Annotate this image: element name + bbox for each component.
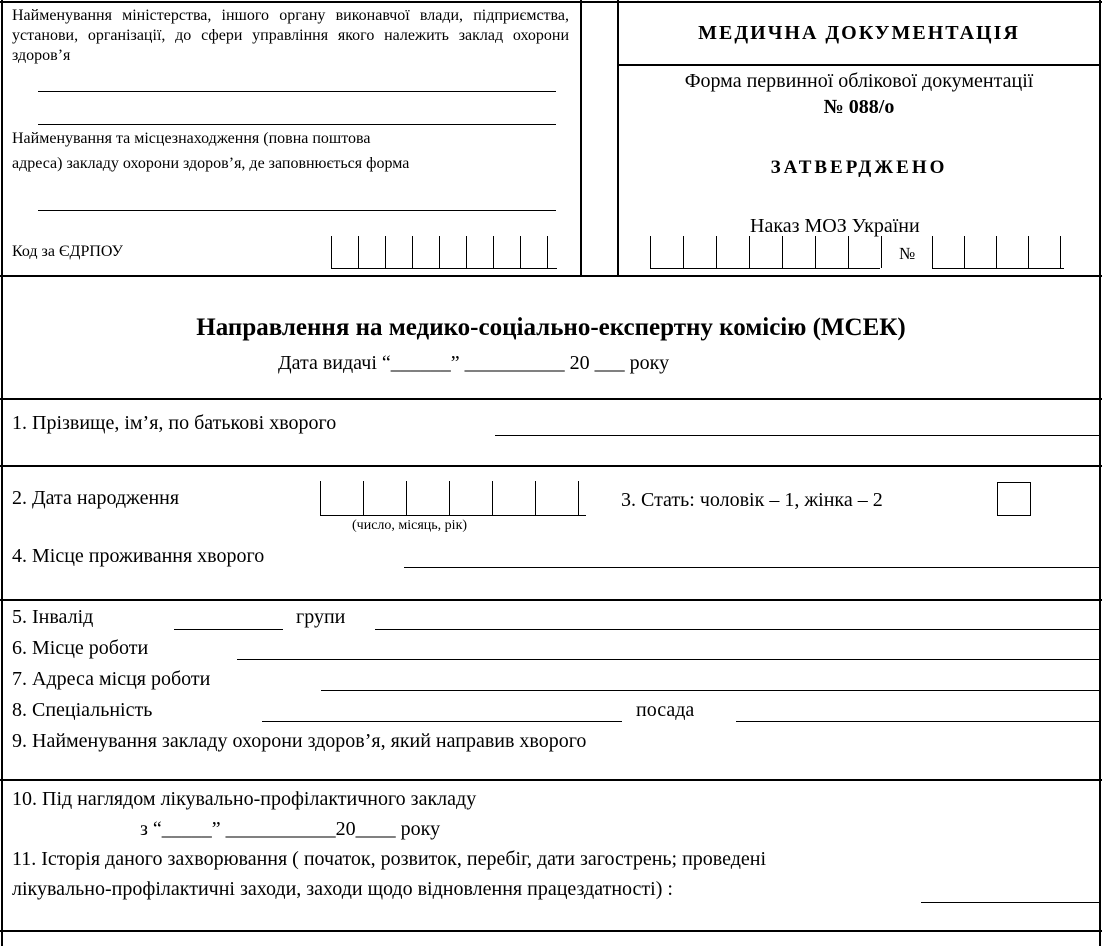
field-full-name-label: 1. Прізвище, ім’я, по батькові хворого	[12, 412, 337, 434]
section4-bottom	[0, 930, 1102, 932]
field-specialty-line[interactable]	[262, 721, 622, 722]
field-disability-group-line[interactable]	[174, 629, 283, 630]
field-disability-group-label: групи	[296, 606, 346, 628]
field-birth-date-label: 2. Дата народження	[12, 487, 180, 509]
ministry-label: Найменування міністерства, іншого органу виконавчої влади, підприємства, установи, організації, до сфери управління якого належить заклад охорони здоров’я	[12, 7, 569, 64]
frame-right	[1099, 0, 1101, 946]
field-disability-extra-line[interactable]	[375, 629, 1099, 630]
birth-date-hint: (число, місяць, рік)	[352, 518, 468, 533]
field-specialty-label: 8. Спеціальність	[12, 699, 153, 721]
field-residence-label: 4. Місце проживання хворого	[12, 545, 265, 567]
section1-bottom	[0, 465, 1102, 467]
field-referring-facility-label: 9. Найменування закладу охорони здоров’я, який направив хворого	[12, 730, 587, 752]
field-position-line[interactable]	[736, 721, 1099, 722]
facility-label-line1: Найменування та місцезнаходження (повна поштова	[12, 130, 371, 147]
header-divider-1	[580, 0, 582, 276]
field-supervision-label: 10. Під наглядом лікувально-профілактичного закладу	[12, 788, 477, 810]
page-title: Направлення на медико-соціально-експертну комісію (МСЕК)	[196, 314, 906, 341]
right-header-sep	[617, 64, 1101, 66]
field-work-address-line[interactable]	[321, 690, 1099, 691]
facility-label-line2: адреса) закладу охорони здоров’я, де заповнюється форма	[12, 155, 410, 172]
field-full-name-line[interactable]	[495, 435, 1099, 436]
approved-label: ЗАТВЕРДЖЕНО	[770, 157, 948, 178]
form-line: Форма первинної облікової документації	[684, 70, 1034, 92]
field-position-label: посада	[636, 699, 695, 721]
edrpou-code-boxes[interactable]	[331, 236, 557, 269]
field-workplace-line[interactable]	[237, 659, 1099, 660]
form-number: № 088/о	[823, 96, 895, 118]
sex-checkbox[interactable]	[997, 482, 1031, 516]
header-bottom	[0, 275, 1102, 277]
frame-left	[1, 0, 3, 946]
field-history-label-line1: 11. Історія даного захворювання ( початок, розвиток, перебіг, дати загострень; проведені	[12, 848, 767, 870]
field-workplace-label: 6. Місце роботи	[12, 637, 149, 659]
facility-line[interactable]	[38, 210, 556, 211]
section2-bottom	[0, 599, 1102, 601]
field-history-line[interactable]	[921, 902, 1099, 903]
order-number-boxes[interactable]	[932, 236, 1064, 269]
field-disability-label: 5. Інвалід	[12, 606, 94, 628]
section3-bottom	[0, 779, 1102, 781]
field-history-label-line2: лікувально-профілактичні заходи, заходи щодо відновлення працездатності) :	[12, 878, 673, 900]
ministry-line-1[interactable]	[38, 91, 556, 92]
frame-top	[0, 1, 1102, 3]
field-work-address-label: 7. Адреса місця роботи	[12, 668, 211, 690]
med-doc-title: МЕДИЧНА ДОКУМЕНТАЦІЯ	[698, 22, 1020, 44]
order-label: Наказ МОЗ України	[750, 215, 920, 237]
birth-date-boxes[interactable]	[320, 481, 586, 516]
field-residence-line[interactable]	[404, 567, 1099, 568]
title-bottom	[0, 398, 1102, 400]
issue-date: Дата видачі “______” __________ 20 ___ року	[278, 352, 670, 374]
ministry-line-2[interactable]	[38, 124, 556, 125]
number-sign: №	[899, 244, 916, 263]
field-supervision-date: з “_____” ___________20____ року	[140, 818, 441, 840]
edrpou-label: Код за ЄДРПОУ	[12, 243, 123, 260]
field-sex-label: 3. Стать: чоловік – 1, жінка – 2	[621, 489, 883, 511]
order-date-boxes[interactable]	[650, 236, 880, 269]
